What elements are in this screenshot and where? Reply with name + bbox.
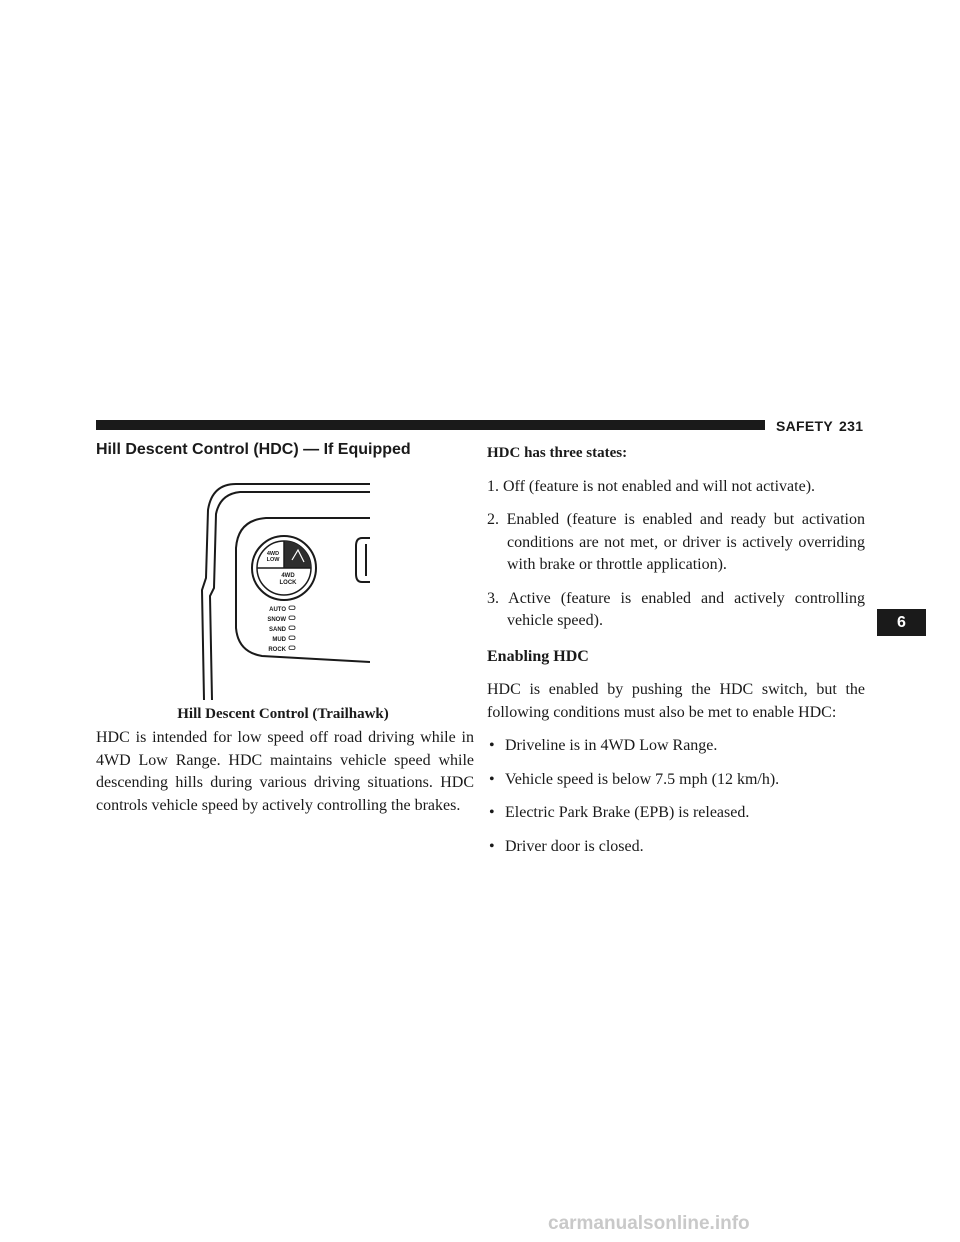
bullet-icon: • [489,737,495,754]
state-item-active: 3. Active (feature is enabled and actively controlling vehicle speed). [487,589,865,629]
enabling-paragraph: HDC is enabled by pushing the HDC switch, but the following conditions must also be met to enable HDC: [487,681,865,721]
hdc-switch-illustration [196,478,370,700]
state-item-off: 1. Off (feature is not enabled and will not activate). [487,477,816,495]
running-header [776,418,863,434]
right-column [487,442,865,858]
mode-indicator-lamp [289,606,295,610]
mode-indicator-lamp [289,626,295,630]
mode-label-mud: MUD [272,637,286,643]
knob-label-4wd-lock: 4WD [281,573,295,579]
enabling-heading: Enabling HDC [487,647,589,665]
chapter-tab: 6 [877,609,926,636]
mode-label-sand: SAND [268,627,286,633]
bullet-icon: • [489,804,495,821]
condition-item: • Driveline is in 4WD Low Range. [487,735,865,758]
svg-text:LOW: LOW [266,557,280,563]
mode-indicator-lamp [289,646,295,650]
condition-item: • Electric Park Brake (EPB) is released. [487,802,865,825]
states-heading: HDC has three states: [487,445,628,461]
page-number: 231 [839,418,864,434]
header-rule [96,420,765,430]
condition-item: • Vehicle speed is below 7.5 mph (12 km/h). [487,769,865,792]
hdc-intro-paragraph: HDC is intended for low speed off road driving while in 4WD Low Range. HDC maintains vehicle speed while descending hills during various driving situations. HDC controls vehicle speed by actively controlling the brakes. [96,729,474,814]
watermark: carmanualsonline.info [548,1213,750,1234]
condition-item: • Driver door is closed. [487,836,865,859]
bullet-icon: • [489,837,495,855]
mode-label-rock: ROCK [268,647,286,653]
header-section-name: SAFETY [776,418,834,434]
figure-caption: Hill Descent Control (Trailhawk) [177,706,389,722]
mode-label-snow: SNOW [267,617,286,623]
bullet-icon: • [489,770,495,788]
mode-indicator-lamp [289,636,295,640]
svg-text:LOCK: LOCK [279,580,297,586]
state-item-enabled: 2. Enabled (feature is enabled and ready but activation conditions are not met, or driver is actively overriding with brake or throttle application). [487,511,865,573]
section-title: Hill Descent Control (HDC) — If Equipped [96,441,411,458]
knob-label-4wd-low: 4WD [266,551,280,557]
mode-label-auto: AUTO [269,607,286,613]
mode-indicator-lamp [289,616,295,620]
